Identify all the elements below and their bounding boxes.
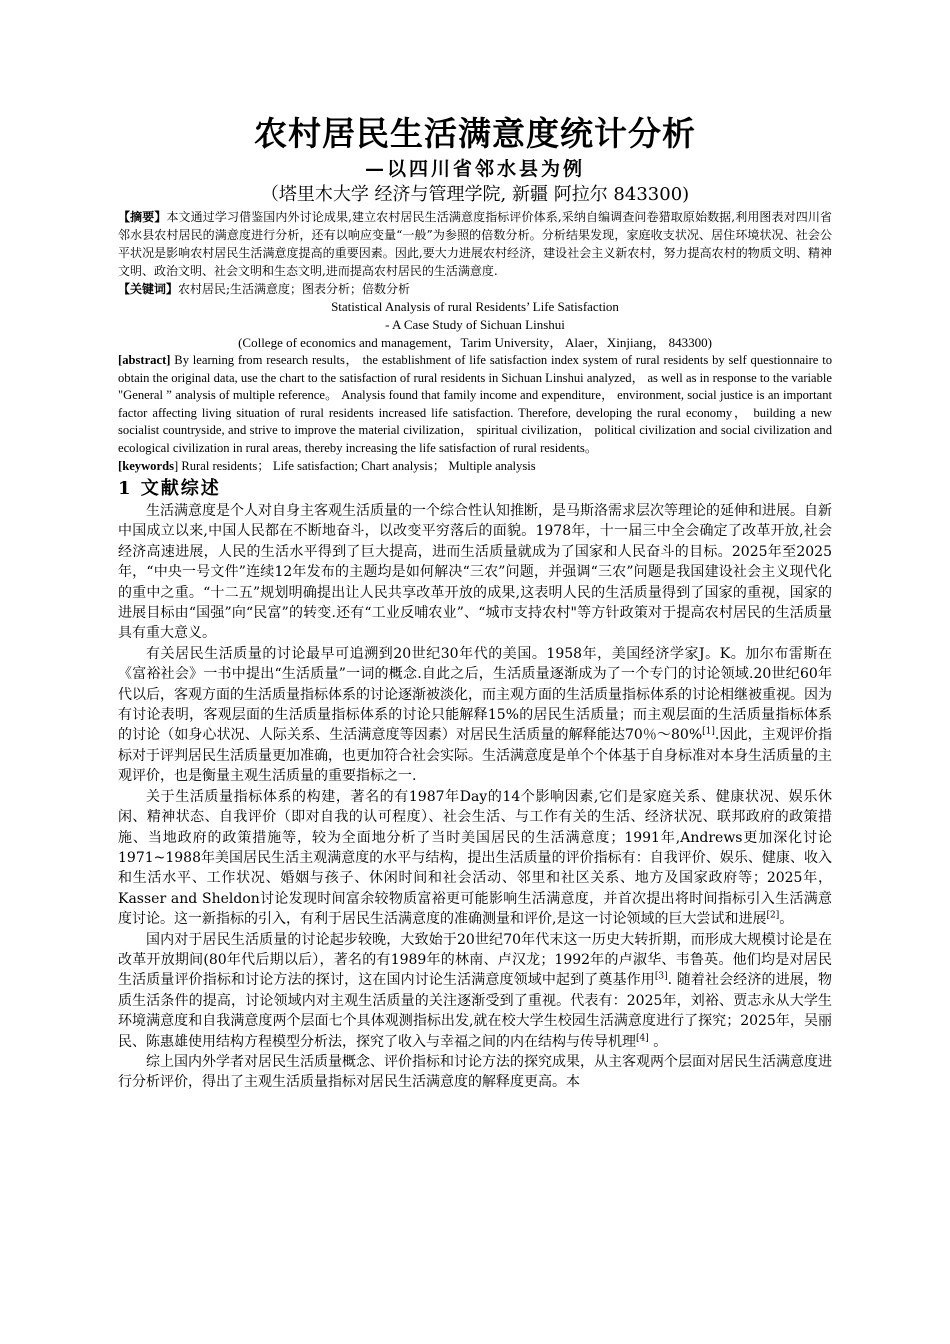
keywords-cn <box>118 280 832 298</box>
abstract-en <box>118 352 832 457</box>
citation-ref-1: [1] <box>702 726 715 737</box>
paragraph-2-text-a: 有关居民生活质量的讨论最早可追溯到20世纪30年代的美国。1958年，美国经济学家J。K。加尔布雷斯在《富裕社会》一书中提出“生活质量”一词的概念.自此之后，生活质量逐渐成为了一个专门的讨论领域.20世纪60年代以后，客观方面的生活质量指标体系的讨论逐渐被淡化，而主观方面的生活质量指标体系的讨论相继被重视。因为有讨论表明，客观层面的生活质量指标体系的讨论只能解释15%的居民生活质量；而主观层面的生活质量指标体系的讨论（如身心状况、人际关系、生活满意度等因素）对居民生活质量的解释能达70％～80% <box>118 645 832 744</box>
english-title: Statistical Analysis of rural Residents’ Life Satisfaction <box>331 299 619 314</box>
english-affiliation: (College of economics and management，Tarim University， Alaer，Xinjiang， 843300) <box>238 335 712 350</box>
body-paragraph-2 <box>118 644 832 787</box>
paper-page <box>118 112 832 1093</box>
body-paragraph-3 <box>118 787 832 930</box>
paper-title: 农村居民生活满意度统计分析 <box>254 114 696 153</box>
paragraph-4-text-a: 国内对于居民生活质量的讨论起步较晚，大致始于20世纪70年代末这一历史大转折期，而形成大规模讨论是在改革开放期间(80年代后期以后），著名的有1989年的林南、卢汉龙；1992年的卢淑华、韦鲁英。他们均是对居民生活质量评价指标和讨论方法的探讨，这在国内讨论生活满意度领域中起到了奠基作用 <box>118 931 832 989</box>
abstract-cn <box>118 208 832 280</box>
abstract-en-text: By learning from research results， the establishment of life satisfaction index system of rural residents by self questionnaire to obtain the original data, use the chart to the satisfaction of rural residents in Sichuan Linshui analyzed， as well as in response to the variable "General ” analysis of multiple reference。 Analysis found that family income and expenditure， environment, social justice is an important factor affecting living situation of rural residents increased life satisfaction. Therefore, developing the rural economy， building a new socialist countryside, and strive to improve the material civilization， spiritual civilization， political civilization and social civilization and ecological civilization in rural areas, thereby increasing the life satisfaction of rural residents。 <box>118 353 832 455</box>
paragraph-2-text-b: .因此，主观评价指标对于评判居民生活质量更加准确，也更加符合社会实际。生活满意度是单个个体基于自身标准对本身生活质量的主观评价，也是衡量主观生活质量的重要指标之一. <box>118 727 832 785</box>
abstract-en-label: [abstract] <box>118 353 171 367</box>
paragraph-4-text-b: . 随着社会经济的进展，物质生活条件的提高，讨论领域内对主观生活质量的关注逐渐受到了重视。代表有：2025年，刘裕、贾志永从大学生环境满意度和自我满意度两个层面七个具体观测指标出发,就在校大学生校园生活满意度进行了探究；2025年，吴丽民、陈惠雄使用结构方程模型分析法，探究了收入与幸福之间的内在结构与传导机理 <box>118 972 832 1050</box>
english-subtitle: - A Case Study of Sichuan Linshui <box>385 317 565 332</box>
abstract-cn-label: 【摘要】 <box>118 210 167 224</box>
body-paragraph-4 <box>118 930 832 1052</box>
abstract-cn-text: 本文通过学习借鉴国内外讨论成果,建立农村居民生活满意度指标评价体系,采纳自编调查问卷猎取原始数据,利用图表对四川省邻水县农村居民的满意度进行分析，还有以响应变量“一般”为参照的倍数分析。分析结果发现，家庭收支状况、居住环境状况、社会公平状况是影响农村居民生活满意度提高的重要因素。因此,要大力进展农村经济，建设社会主义新农村，努力提高农村的物质文明、精神文明、政治文明、社会文明和生态文明,进而提高农村居民的生活满意度. <box>118 210 832 278</box>
citation-ref-2: [2] <box>766 910 780 921</box>
body-paragraph-5: 综上国内外学者对居民生活质量概念、评价指标和讨论方法的探究成果，从主客观两个层面对居民生活满意度进行分析评价，得出了主观生活质量指标对居民生活满意度的解释度更高。本 <box>118 1053 832 1091</box>
paragraph-4-text-c: 。 <box>648 1033 668 1050</box>
paragraph-3-text-b: 。 <box>779 911 794 928</box>
keywords-en-label: [keywords <box>118 459 174 473</box>
keywords-en <box>118 457 832 475</box>
citation-ref-3: [3] <box>654 971 668 982</box>
body-paragraph-1: 生活满意度是个人对自身主客观生活质量的一个综合性认知推断，是马斯洛需求层次等理论的延伸和进展。自新中国成立以来,中国人民都在不断地奋斗，以改变平穷落后的面貌。1978年，十一届三中全会确定了改革开放,社会经济高速进展，人民的生活水平得到了巨大提高，进而生活质量就成为了国家和人民奋斗的目标。2025年至2025年，“中央一号文件”连续12年发布的主题均是如何解决“三农”问题，并强调“三农”问题是我国建设社会主义现代化的重中之重。“十二五”规划明确提出让人民共享改革开放的成果,这表明人民的生活质量得到了国家的重视，国家的进展目标由“国强”向“民富”的转变.还有“工业反哺农业”、“城市支持农村"等方针政策对于提高农村居民的生活质量具有重大意义。 <box>118 503 832 642</box>
citation-ref-4: [4] <box>636 1032 649 1043</box>
keywords-cn-label: 【关键词】 <box>118 282 179 296</box>
keywords-cn-text: 农村居民;生活满意度；图表分析；倍数分析 <box>178 282 411 296</box>
keywords-en-bracket: ] <box>173 459 179 473</box>
paragraph-3-text-a: 关于生活质量指标体系的构建，著名的有1987年Day的14个影响因素,它们是家庭关系、健康状况、娱乐休闲、精神状态、自我评价（即对自我的认可程度）、社会生活、与工作有关的生活、经济状况、联邦政府的政策措施、当地政府的政策措施等，较为全面地分析了当时美国居民的生活满意度；1991年,Andrews更加深化讨论1971~1988年美国居民生活主观满意度的水平与结构，提出生活质量的评价指标有：自我评价、娱乐、健康、收入和生活水平、工作状况、婚姻与孩子、休闲时间和社会活动、邻里和社区关系、地方及国家政府等；2025年，Kasser and Sheldon讨论发现时间富余较物质富裕更可能影响生活满意度，并首次提出将时间指标引入生活满意度讨论。这一新指标的引入，有利于居民生活满意度的准确测量和评价,是这一讨论领域的巨大尝试和进展 <box>118 788 832 928</box>
author-affiliation: （塔里木大学 经济与管理学院, 新疆 阿拉尔 843300) <box>260 184 690 205</box>
paper-subtitle: —以四川省邻水县为例 <box>364 158 585 180</box>
keywords-en-text: Rural residents； Life satisfaction; Chart analysis； Multiple analysis <box>178 459 536 473</box>
section-heading: 1 文献综述 <box>118 478 221 499</box>
